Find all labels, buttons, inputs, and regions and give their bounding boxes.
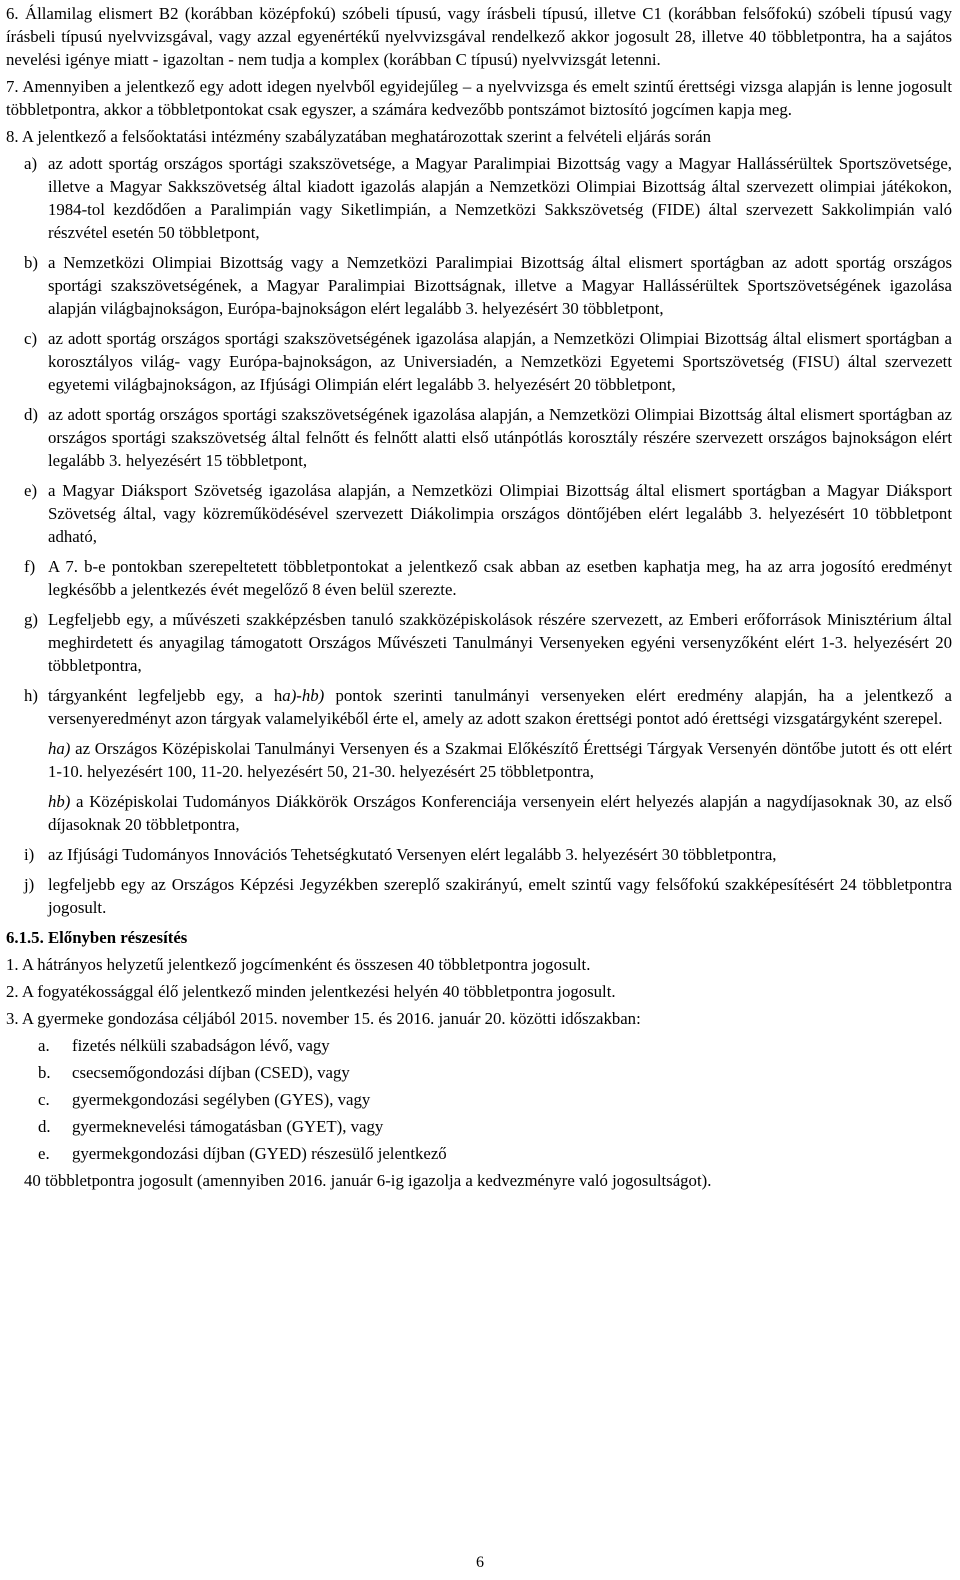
item-text: az adott sportág országos sportági szakszövetsége, a Magyar Paralimpiai Bizottság vagy a Magyar Hallássérültek Sportszövetsége, illetve a Magyar Sakkszövetség által kiadott igazolás alapján a Nemzetközi Olimpiai Bizottság által szervezett olimpiai játékokon, 1984-tol kezdődően a Paralimpián vagy Siketlimpián, a Nemzetközi Sakkszövetség (FIDE) által szervezett Sakkolimpián való részvétel esetén 50 többletpont, xyxy=(48,154,952,242)
section-paragraph-3: 3. A gyermeke gondozása céljából 2015. november 15. és 2016. január 20. közötti időszakban: xyxy=(6,1009,641,1028)
section-paragraph-1: 1. A hátrányos helyzetű jelentkező jogcímenként és összesen 40 többletpontra jogosult. xyxy=(6,955,591,974)
list-text: gyermekgondozási segélyben (GYES), vagy xyxy=(72,1090,371,1109)
paragraph-8: 8. A jelentkező a felsőoktatási intézmény szabályzatában meghatározottak szerint a felvételi eljárás során xyxy=(6,127,711,146)
item-label: g) xyxy=(24,610,38,629)
list-item-i xyxy=(6,843,952,866)
subitem-label: hb) xyxy=(48,792,71,811)
item-label: f) xyxy=(24,557,36,576)
list-item xyxy=(6,1088,952,1111)
benefit-list xyxy=(6,1034,952,1165)
list-item-a xyxy=(6,152,952,244)
item-text-part: tárgyanként legfeljebb egy, a h xyxy=(48,686,283,705)
item-text-italic: a)-hb) xyxy=(282,686,325,705)
item-text: legfeljebb egy az Országos Képzési Jegyzékben szereplő szakirányú, emelt szintű vagy felsőfokú szakképesítésért 24 többletpontra jogosult. xyxy=(48,875,952,917)
list-label: b. xyxy=(38,1063,51,1082)
item-label: a) xyxy=(24,154,38,173)
item-text: az adott sportág országos sportági szakszövetségének igazolása alapján, a Nemzetközi Olimpiai Bizottság által elismert sportágban a korosztályos világ- vagy Európa-bajnokságon, az Universiadén, a Nemzetközi Egyetemi Sportszövetség (FISU) által szervezett egyetemi világbajnokságon, az Ifjúsági Olimpián elért legalább 3. helyezésért 20 többletpont, xyxy=(48,329,952,394)
list-text: fizetés nélküli szabadságon lévő, vagy xyxy=(72,1036,330,1055)
subitem-ha xyxy=(6,737,952,783)
item-text-part: pontok szerinti tanulmányi versenyeken elért eredmény alapján, ha a jelentkező a versenyeredményt azon tárgyak valamelyikéből érte el, amely az adott szakon érettségi pontot adó érettségi vizsgatárgyként szerepel. xyxy=(48,686,952,728)
item-text: Legfeljebb egy, a művészeti szakképzésben tanuló szakközépiskolások részére szervezett, az Emberi erőforrások Minisztérium által meghirdetett és anyagilag támogatott Országos Művészeti Tanulmányi Versenyeken egyéni versenyzőként elért 1-3. helyezésért 20 többletpontra, xyxy=(48,610,952,675)
item-text: az adott sportág országos sportági szakszövetségének igazolása alapján, a Nemzetközi Olimpiai Bizottság által elismert sportágban az országos sportági szakszövetség által felnőtt és felnőtt alatti első utánpótlás korosztály részére szervezett országos bajnokságon elért legalább 3. helyezésért 15 többletpont, xyxy=(48,405,952,470)
item-label: h) xyxy=(24,686,38,705)
item-label: j) xyxy=(24,875,35,894)
section-paragraph-2: 2. A fogyatékossággal élő jelentkező minden jelentkezési helyén 40 többletpontra jogosult. xyxy=(6,982,616,1001)
item-label: d) xyxy=(24,405,38,424)
document-body xyxy=(6,2,952,1192)
closing-line: 40 többletpontra jogosult (amennyiben 2016. január 6-ig igazolja a kedvezményre való jogosultságot). xyxy=(24,1171,712,1190)
item-label: c) xyxy=(24,329,38,348)
section-heading: 6.1.5. Előnyben részesítés xyxy=(6,928,188,947)
item-text: a Nemzetközi Olimpiai Bizottság vagy a Nemzetközi Paralimpiai Bizottság által elismert sportágban az adott sportág országos sportági szakszövetségének, a Magyar Paralimpiai Bizottságnak, illetve a Magyar Hallássérültek Sportszövetségének igazolása alapján világbajnokságon, Európa-bajnokságon elért legalább 3. helyezésért 30 többletpont, xyxy=(48,253,952,318)
list-item xyxy=(6,1034,952,1057)
list-label: d. xyxy=(38,1117,51,1136)
item-text: az Ifjúsági Tudományos Innovációs Tehetségkutató Versenyen elért legalább 3. helyezésért 30 többletpontra, xyxy=(48,845,777,864)
list-text: gyermekgondozási díjban (GYED) részesülő jelentkező xyxy=(72,1144,447,1163)
item-text: A 7. b-e pontokban szerepeltetett többletpontokat a jelentkező csak abban az esetben kaphatja meg, ha az arra jogosító eredményt legkésőbb a jelentkezés évét megelőző 8 éven belül szerezte. xyxy=(48,557,952,599)
paragraph-6: 6. Államilag elismert B2 (korábban középfokú) szóbeli típusú, vagy írásbeli típusú, illetve C1 (korábban felsőfokú) szóbeli típusú vagy írásbeli típusú nyelvvizsgával, vagy azzal egyenértékű nyelvvizsgával rendelkező akkor jogosult 28, illetve 40 többletpontra, ha a sajátos nevelési igénye miatt - igazoltan - nem tudja a komplex (korábban C típusú) nyelvvizsgát letenni. xyxy=(6,4,952,69)
list-item xyxy=(6,1115,952,1138)
list-item-b xyxy=(6,251,952,320)
item-label: i) xyxy=(24,845,35,864)
subitem-text: az Országos Középiskolai Tanulmányi Versenyen és a Szakmai Előkészítő Érettségi Tárgyak Versenyén döntőbe jutott és ott elért 1-10. helyezésért 100, 11-20. helyezésért 50, 21-30. helyezésért 25 többletpontra, xyxy=(48,739,952,781)
item-label: e) xyxy=(24,481,38,500)
paragraph-7: 7. Amennyiben a jelentkező egy adott idegen nyelvből egyidejűleg – a nyelvvizsga és emelt szintű érettségi vizsga alapján is lenne jogosult többletpontra, akkor a többletpontokat csak egyszer, a számára kedvezőbb pontszámot biztosító jogcímen kapja meg. xyxy=(6,77,952,119)
subitem-label: ha) xyxy=(48,739,71,758)
list-text: csecsemőgondozási díjban (CSED), vagy xyxy=(72,1063,350,1082)
item-text xyxy=(48,684,952,730)
item-text: a Magyar Diáksport Szövetség igazolása alapján, a Nemzetközi Olimpiai Bizottság által elismert sportágban a Magyar Diáksport Szövetség által, vagy közreműködésével szervezett Diákolimpia országos döntőjében elért legalább 3. helyezésért 10 többletpont adható, xyxy=(48,481,952,546)
list-label: e. xyxy=(38,1144,50,1163)
list-item-f xyxy=(6,555,952,601)
list-label: c. xyxy=(38,1090,50,1109)
list-item-h xyxy=(6,684,952,730)
item-label: b) xyxy=(24,253,38,272)
list-item xyxy=(6,1142,952,1165)
list-item xyxy=(6,1061,952,1084)
list-item-c xyxy=(6,327,952,396)
list-text: gyermeknevelési támogatásban (GYET), vagy xyxy=(72,1117,384,1136)
page-number: 6 xyxy=(476,1554,484,1571)
list-label: a. xyxy=(38,1036,50,1055)
list-item-d xyxy=(6,403,952,472)
subitem-hb xyxy=(6,790,952,836)
list-item-e xyxy=(6,479,952,548)
list-item-j xyxy=(6,873,952,919)
list-item-g xyxy=(6,608,952,677)
subitem-text: a Középiskolai Tudományos Diákkörök Országos Konferenciája versenyein elért helyezés alapján a nagydíjasoknak 30, az első díjasoknak 20 többletpontra, xyxy=(48,792,952,834)
